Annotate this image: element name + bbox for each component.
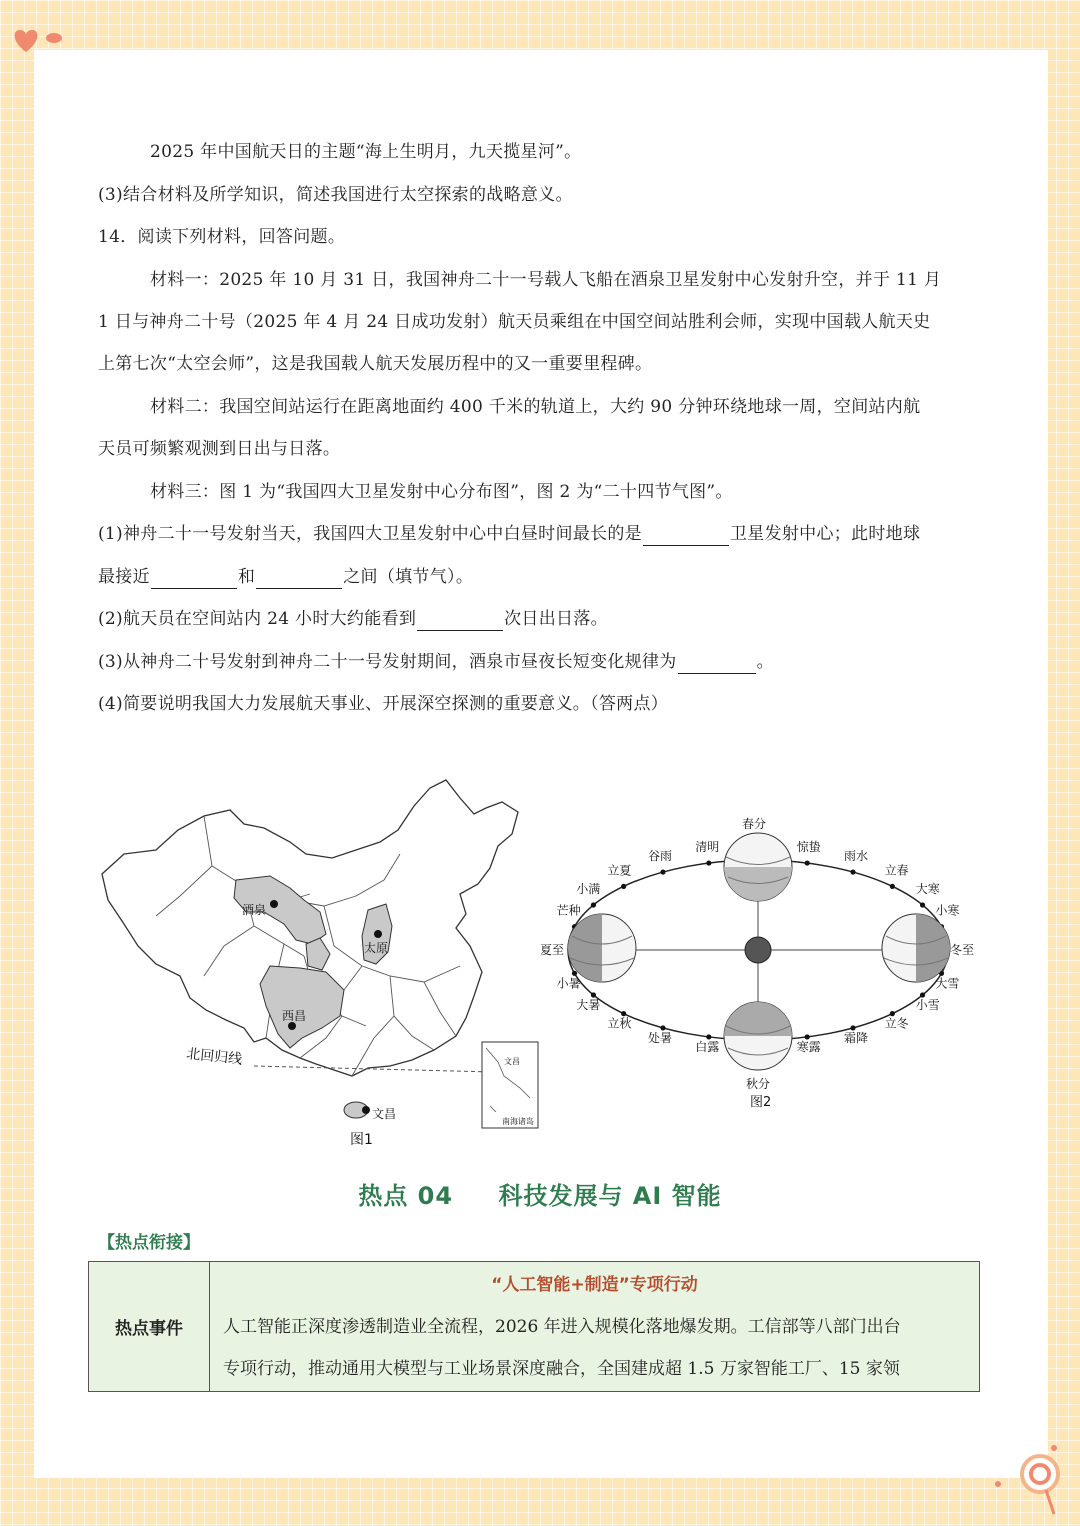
text: (3)从神舟二十号发射到神舟二十一号发射期间，酒泉市昼夜长短变化规律为	[98, 652, 677, 672]
term-marker	[660, 869, 665, 874]
figure-caption: 图2	[750, 1095, 772, 1110]
solar-terms-orbit-diagram	[536, 812, 986, 1112]
table-content-cell	[210, 1262, 980, 1392]
term-label: 小雪	[915, 998, 940, 1012]
term-label: 冬至	[950, 943, 975, 957]
sub-question-1-cont	[98, 565, 982, 589]
material-2-cont: 天员可频繁观测到日出与日落。	[98, 439, 341, 459]
term-label: 夏至	[540, 943, 565, 957]
term-label: 霜降	[844, 1030, 869, 1045]
term-label: 芒种	[556, 903, 581, 918]
term-label: 春分	[742, 817, 767, 831]
term-label: 雨水	[844, 849, 869, 864]
city-label-xichang: 西昌	[282, 1009, 307, 1023]
city-label-wenchang: 文昌	[372, 1107, 397, 1121]
term-label: 小暑	[556, 976, 581, 991]
section-heading: 科技发展与 AI 智能	[498, 1182, 722, 1210]
answer-blank[interactable]	[151, 568, 237, 589]
tropic-label: 北回归线	[185, 1046, 243, 1068]
figure-caption: 图1	[350, 1132, 373, 1148]
answer-blank[interactable]	[417, 610, 503, 631]
term-label: 大暑	[576, 998, 601, 1012]
text: 之间（填节气）。	[343, 567, 474, 587]
city-dot-wenchang	[362, 1106, 370, 1114]
sun-icon	[745, 937, 771, 963]
inset-frame	[482, 1042, 538, 1128]
term-label: 惊蛰	[796, 840, 821, 855]
text-line: 2025 年中国航天日的主题“海上生明月，九天揽星河”。	[150, 142, 582, 162]
earth-winter	[882, 914, 950, 982]
term-marker	[920, 902, 925, 907]
answer-blank[interactable]	[678, 653, 756, 674]
term-label: 白露	[695, 1039, 720, 1054]
sub-question-2	[98, 607, 982, 631]
city-label-taiyuan: 太原	[364, 941, 389, 955]
inset-label: 南海诸岛	[502, 1117, 534, 1126]
term-label: 立秋	[607, 1016, 632, 1031]
term-marker	[706, 860, 711, 865]
term-label: 大寒	[915, 882, 940, 896]
term-label: 小满	[576, 882, 601, 896]
text: 最接近	[98, 567, 150, 587]
answer-blank[interactable]	[256, 568, 342, 589]
sub-question-4: (4)简要说明我国大力发展航天事业、开展深空探测的重要意义。（答两点）	[98, 694, 669, 714]
question-3: (3)结合材料及所学知识，简述我国进行太空探索的战略意义。	[98, 185, 573, 205]
sub-question-1	[98, 522, 982, 546]
material-2: 材料二：我国空间站运行在距离地面约 400 千米的轨道上，大约 90 分钟环绕地球一周，空间站内航	[150, 397, 921, 417]
event-title: “人工智能+制造”专项行动	[491, 1274, 698, 1295]
city-dot-xichang	[288, 1022, 296, 1030]
term-marker	[805, 860, 810, 865]
table-head-cell	[89, 1262, 210, 1392]
hot-event-table	[88, 1261, 980, 1392]
material-1-cont: 1 日与神舟二十号（2025 年 4 月 24 日成功发射）航天员乘组在中国空间站胜利会师，实现中国载人航天史	[98, 312, 931, 332]
term-marker	[591, 992, 596, 997]
term-marker	[850, 1025, 855, 1030]
term-marker	[621, 884, 626, 889]
answer-blank[interactable]	[643, 525, 729, 546]
section-number: 热点 04	[358, 1182, 454, 1210]
term-label: 处暑	[648, 1030, 673, 1045]
term-marker	[805, 1034, 810, 1039]
section-tag: 【热点衔接】	[98, 1233, 200, 1253]
term-marker	[850, 869, 855, 874]
term-label: 立夏	[607, 863, 632, 878]
question-14: 14．阅读下列材料，回答问题。	[98, 227, 346, 247]
material-1-cont: 上第七次“太空会师”，这是我国载人航天发展历程中的又一重要里程碑。	[98, 354, 653, 374]
earth-spring	[724, 833, 792, 901]
table-head-label: 热点事件	[115, 1319, 183, 1339]
inset-label: 文昌	[504, 1057, 520, 1066]
term-label: 立春	[884, 863, 909, 878]
term-marker	[890, 1011, 895, 1016]
term-marker	[920, 992, 925, 997]
term-marker	[706, 1034, 711, 1039]
sub-question-3	[98, 650, 982, 674]
section-title	[0, 1176, 1080, 1211]
city-dot-taiyuan	[374, 930, 382, 938]
event-body-line: 人工智能正深度渗透制造业全流程，2026 年进入规模化落地爆发期。工信部等八部门出台	[223, 1316, 901, 1337]
target-decoration-icon	[968, 1440, 1068, 1520]
term-label: 立冬	[884, 1016, 909, 1031]
term-label: 秋分	[746, 1077, 771, 1091]
text: 和	[237, 567, 256, 587]
event-body-line: 专项行动，推动通用大模型与工业场景深度融合，全国建成超 1.5 万家智能工厂、15 家领	[223, 1358, 900, 1379]
term-marker	[591, 902, 596, 907]
term-marker	[621, 1011, 626, 1016]
term-label: 小寒	[935, 903, 960, 918]
term-marker	[572, 971, 577, 976]
earth-summer	[568, 914, 636, 982]
text: 次日出日落。	[504, 609, 608, 629]
material-1: 材料一：2025 年 10 月 31 日，我国神舟二十一号载人飞船在酒泉卫星发射中心发射升空，并于 11 月	[150, 270, 942, 290]
text: 卫星发射中心；此时地球	[729, 524, 921, 544]
launch-center-map	[94, 776, 544, 1152]
term-label: 清明	[695, 840, 720, 855]
term-label: 大雪	[935, 976, 960, 991]
material-3: 材料三：图 1 为“我国四大卫星发射中心分布图”，图 2 为“二十四节气图”。	[150, 482, 733, 502]
text: 。	[756, 652, 774, 672]
term-label: 寒露	[796, 1039, 821, 1054]
text: (2)航天员在空间站内 24 小时大约能看到	[98, 609, 417, 629]
term-marker	[660, 1025, 665, 1030]
term-marker	[890, 884, 895, 889]
text: (1)神舟二十一号发射当天，我国四大卫星发射中心中白昼时间最长的是	[98, 524, 642, 544]
city-dot-jiuquan	[270, 900, 278, 908]
city-label-jiuquan: 酒泉	[242, 903, 267, 917]
earth-autumn	[724, 1002, 792, 1070]
term-label: 谷雨	[648, 849, 673, 864]
